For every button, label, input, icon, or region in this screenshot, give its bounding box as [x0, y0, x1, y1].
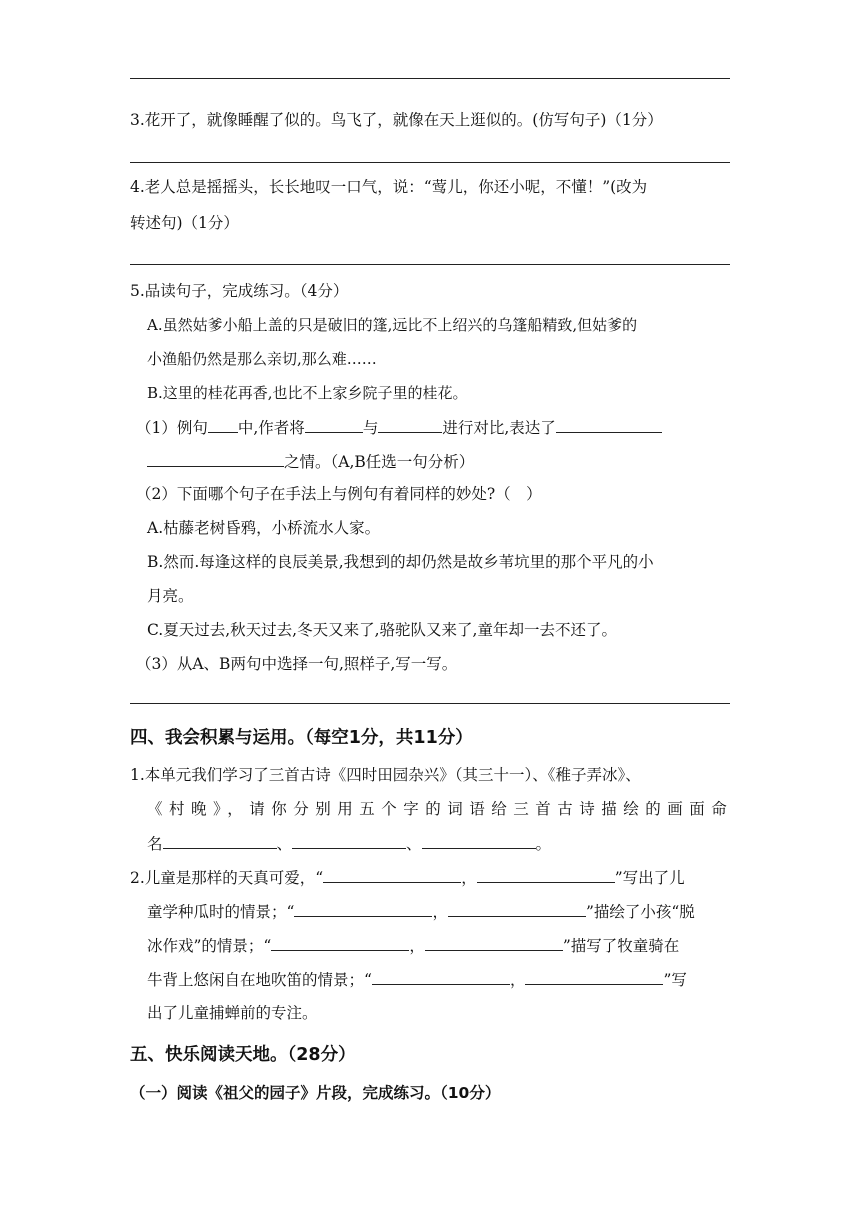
s4-question-2-line2 — [147, 901, 695, 922]
s4-question-2-line3 — [147, 935, 679, 956]
question-5-part1 — [136, 417, 662, 438]
fill-blank[interactable] — [525, 969, 663, 985]
fill-blank[interactable] — [378, 417, 442, 433]
s4-question-1-line1: 1.本单元我们学习了三首古诗《四时田园杂兴》（其三十一）、《稚子弄冰》、 — [130, 766, 641, 784]
part1-text-d: 进行对比,表达了 — [442, 419, 556, 437]
option-c: C.夏天过去,秋天过去,冬天又来了,骆驼队又来了,童年却一去不还了。 — [147, 621, 617, 639]
part1-text-b: 中,作者将 — [237, 419, 305, 437]
question-4-line1: 4.老人总是摇摇头，长长地叹一口气，说：“莺儿，你还小呢，不懂！”(改为 — [130, 178, 648, 196]
part1-text-e: 之情。（A,B任选一句分析） — [284, 453, 475, 471]
option-b-line1: B.然而.每逢这样的良辰美景,我想到的却仍然是故乡苇坑里的那个平凡的小 — [147, 553, 654, 571]
q2-text: ”描写了牧童骑在 — [562, 937, 680, 955]
question-4-line2: 转述句)（1分） — [130, 214, 239, 232]
fill-blank[interactable] — [422, 833, 536, 849]
fill-blank[interactable] — [208, 417, 238, 433]
section-4-heading: 四、我会积累与运用。（每空1分，共11分） — [130, 728, 473, 748]
fill-blank[interactable] — [323, 867, 461, 883]
fill-blank[interactable] — [477, 867, 615, 883]
fill-blank[interactable] — [372, 969, 510, 985]
answer-line — [130, 264, 730, 265]
question-5-title: 5.品读句子，完成练习。（4分） — [130, 282, 349, 300]
part1-text-a: （1）例句 — [136, 419, 208, 437]
q2-text: ”写出了儿 — [614, 869, 685, 887]
q1-name-char: 名 — [147, 835, 163, 853]
s4-question-2-line5: 出了儿童捕蝉前的专注。 — [147, 1004, 318, 1022]
option-a: A.枯藤老树昏鸦，小桥流水人家。 — [147, 519, 381, 537]
comma: ， — [509, 971, 526, 989]
q2-text: 2.儿童是那样的天真可爱，“ — [130, 869, 324, 887]
fill-blank[interactable] — [305, 417, 363, 433]
sentence-a-line2: 小渔船仍然是那么亲切,那么难…… — [147, 350, 377, 368]
question-5-part1-cont — [147, 451, 474, 472]
s4-question-2-line4 — [147, 969, 687, 990]
s4-question-1-line2: 《村晚》，请你分别用五个字的词语给三首古诗描绘的画面命 — [147, 800, 734, 818]
fill-blank[interactable] — [425, 935, 563, 951]
sentence-b: B.这里的桂花再香,也比不上家乡院子里的桂花。 — [147, 384, 468, 402]
separator: 、 — [276, 835, 293, 853]
question-5-part3: （3）从A、B两句中选择一句,照样子,写一写。 — [136, 655, 458, 673]
q2-text: 冰作戏”的情景；“ — [147, 937, 272, 955]
section-5-sub-1: （一）阅读《祖父的园子》片段，完成练习。（10分） — [130, 1084, 501, 1102]
separator: 、 — [406, 835, 422, 853]
q2-text: 牛背上悠闲自在地吹笛的情景；“ — [147, 971, 372, 989]
comma: ， — [409, 937, 425, 955]
q2-text: ”描绘了小孩“脱 — [585, 903, 695, 921]
comma: ， — [461, 869, 477, 887]
part1-text-c: 与 — [362, 419, 379, 437]
answer-line — [130, 78, 730, 79]
fill-blank[interactable] — [294, 901, 432, 917]
section-5-heading: 五、快乐阅读天地。（28分） — [130, 1045, 356, 1065]
q2-text: 童学种瓜时的情景；“ — [147, 903, 295, 921]
question-5-part2: （2）下面哪个句子在手法上与例句有着同样的妙处?（ ） — [136, 485, 542, 503]
question-3: 3.花开了，就像睡醒了似的。鸟飞了，就像在天上逛似的。(仿写句子)（1分） — [130, 111, 663, 129]
fill-blank[interactable] — [556, 417, 662, 433]
fill-blank[interactable] — [292, 833, 406, 849]
period: 。 — [535, 835, 552, 853]
option-b-line2: 月亮。 — [147, 587, 194, 605]
answer-line — [130, 703, 730, 704]
s4-question-2-line1 — [130, 867, 685, 888]
s4-question-1-line3 — [147, 833, 551, 854]
comma: ， — [432, 903, 448, 921]
answer-line — [130, 162, 730, 163]
fill-blank[interactable] — [163, 833, 277, 849]
fill-blank[interactable] — [271, 935, 409, 951]
sentence-a-line1: A.虽然姑爹小船上盖的只是破旧的篷,远比不上绍兴的乌篷船精致,但姑爹的 — [147, 316, 638, 334]
fill-blank[interactable] — [448, 901, 586, 917]
q2-text: ”写 — [663, 971, 687, 989]
fill-blank[interactable] — [147, 451, 284, 467]
